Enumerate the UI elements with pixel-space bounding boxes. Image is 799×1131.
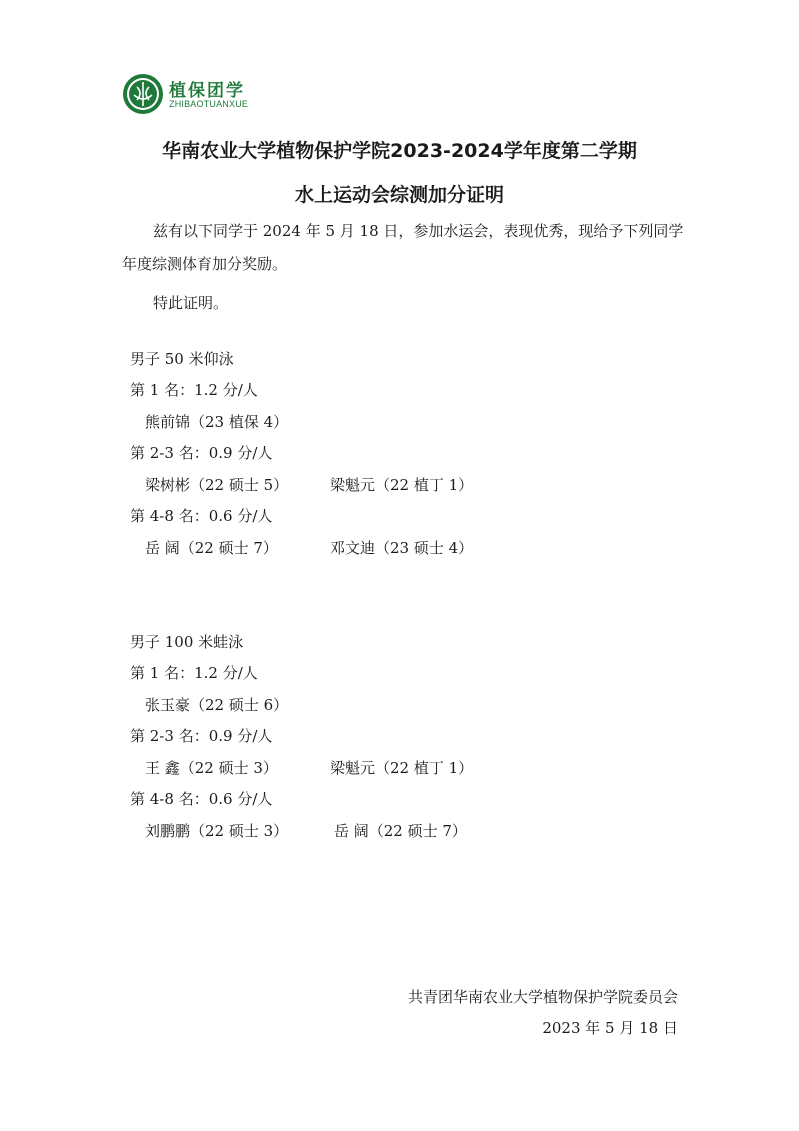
signature-date: 2023 年 5 月 18 日	[542, 1019, 678, 1037]
rank-label: 第 1 名：1.2 分/人	[130, 664, 258, 682]
logo-text-cn: 植保团学	[169, 81, 245, 101]
document-subtitle: 水上运动会综测加分证明	[294, 184, 504, 206]
signature-organization: 共青团华南农业大学植物保护学院委员会	[407, 988, 678, 1006]
rank-label: 第 4-8 名：0.6 分/人	[130, 507, 273, 525]
awardee-name: 岳 阔（22 硕士 7）	[145, 539, 278, 557]
rank-label: 第 2-3 名：0.9 分/人	[130, 444, 273, 462]
event-heading: 男子 100 米蛙泳	[130, 633, 244, 651]
awardee-name: 王 鑫（22 硕士 3）	[145, 759, 278, 777]
logo-emblem-icon	[122, 73, 164, 115]
awardee-name: 刘鹏鹏（22 硕士 3）	[145, 822, 289, 840]
awardee-name: 邓文迪（23 硕士 4）	[330, 539, 474, 557]
rank-label: 第 4-8 名：0.6 分/人	[130, 790, 273, 808]
rank-label: 第 1 名：1.2 分/人	[130, 381, 258, 399]
awardee-name: 张玉豪（22 硕士 6）	[145, 696, 289, 714]
awardee-name: 梁树彬（22 硕士 5）	[145, 476, 289, 494]
awardee-name: 梁魁元（22 植丁 1）	[330, 759, 474, 777]
awardee-name: 梁魁元（22 植丁 1）	[330, 476, 474, 494]
closing-statement: 特此证明。	[153, 294, 229, 312]
body-paragraph: 兹有以下同学于 2024 年 5 月 18 日，参加水运会，表现优秀，现给予下列同学年度综测体育加分奖励。	[122, 222, 684, 273]
event-heading: 男子 50 米仰泳	[130, 350, 234, 368]
awardee-name: 岳 阔（22 硕士 7）	[334, 822, 467, 840]
awardee-name: 熊前锦（23 植保 4）	[145, 413, 289, 431]
document-title: 华南农业大学植物保护学院2023-2024学年度第二学期	[162, 140, 637, 162]
logo	[122, 73, 252, 117]
rank-label: 第 2-3 名：0.9 分/人	[130, 727, 273, 745]
logo-text-en: ZHIBAOTUANXUE	[169, 99, 249, 109]
